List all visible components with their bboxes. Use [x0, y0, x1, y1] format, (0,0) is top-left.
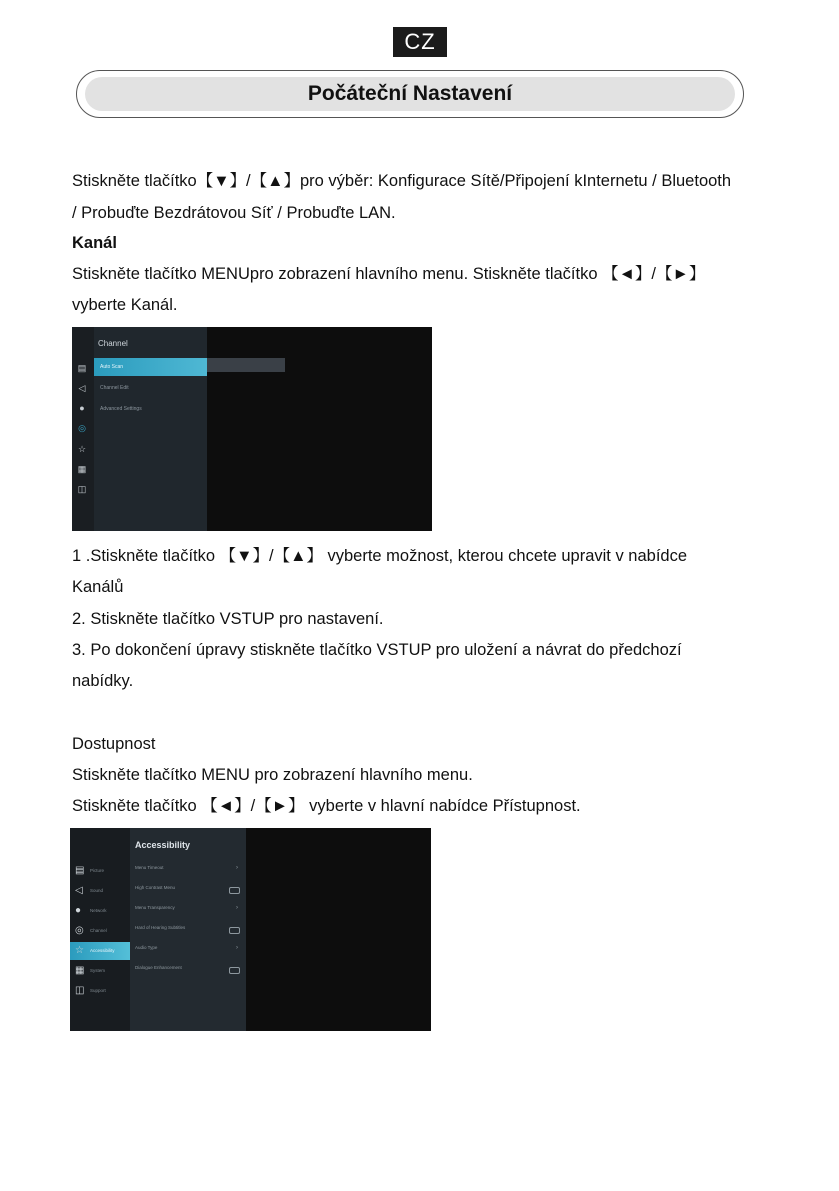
- network-icon: ●: [75, 905, 82, 916]
- menu-item-auto-scan[interactable]: [94, 358, 207, 376]
- intro-paragraph-line-1: Stiskněte tlačítko【▼】/【▲】pro výběr: Konfigurace Sítě/Připojení kInternetu / Bluetooth: [72, 172, 732, 190]
- option-menu-timeout[interactable]: [135, 862, 243, 880]
- rail-item-network[interactable]: [70, 902, 130, 920]
- rail-item-label: Network: [90, 908, 107, 913]
- rail-item-accessibility[interactable]: [70, 942, 130, 960]
- system-icon: ▦: [75, 965, 85, 976]
- submenu-highlight: [207, 358, 285, 372]
- option-label: Dialogue Enhancement: [135, 965, 182, 970]
- section-title-frame: [76, 70, 744, 118]
- toggle-icon[interactable]: [229, 967, 240, 974]
- option-high-contrast-menu[interactable]: [135, 882, 243, 900]
- step-2: 2. Stiskněte tlačítko VSTUP pro nastavení.: [72, 610, 384, 628]
- menu-item-label: Channel Edit: [100, 385, 129, 391]
- rail-item-label: Sound: [90, 888, 104, 893]
- menu-item-label: Auto Scan: [100, 364, 124, 370]
- kanal-heading: Kanál: [72, 234, 117, 252]
- picture-icon: ▤: [77, 363, 87, 373]
- network-icon: ●: [79, 403, 85, 413]
- menu-item-advanced-settings[interactable]: [94, 400, 207, 418]
- option-dialogue-enhancement[interactable]: [135, 962, 243, 980]
- page-title: Počáteční Nastavení: [85, 77, 735, 111]
- chevron-right-icon: ›: [236, 905, 238, 911]
- dostupnost-line-2: Stiskněte tlačítko 【◄】/【►】 vyberte v hlavní nabídce Přístupnost.: [72, 797, 581, 815]
- kanal-paragraph-line-2: vyberte Kanál.: [72, 296, 178, 314]
- dostupnost-line-1: Stiskněte tlačítko MENU pro zobrazení hlavního menu.: [72, 766, 473, 784]
- language-badge: CZ: [393, 27, 447, 57]
- rail-item-picture[interactable]: [70, 862, 130, 880]
- intro-paragraph-line-2: / Probuďte Bezdrátovou Síť / Probuďte LAN.: [72, 204, 396, 222]
- rail-item-label: Picture: [90, 868, 105, 873]
- step-1-line-2: Kanálů: [72, 578, 124, 596]
- support-icon: ◫: [75, 985, 85, 996]
- channel-icon: ◎: [75, 925, 84, 936]
- rail-item-channel[interactable]: [70, 922, 130, 940]
- chevron-right-icon: ›: [236, 865, 238, 871]
- accessibility-icon: ☆: [75, 945, 84, 956]
- menu-item-channel-edit[interactable]: [94, 379, 207, 397]
- option-label: Menu Timeout: [135, 865, 164, 870]
- rail-item-system[interactable]: [70, 962, 130, 980]
- accessibility-menu-screenshot: [70, 828, 431, 1031]
- option-label: Hard of Hearing Subtitles: [135, 925, 186, 930]
- kanal-paragraph-line-1: Stiskněte tlačítko MENUpro zobrazení hlavního menu. Stiskněte tlačítko 【◄】/【►】: [72, 265, 706, 283]
- channel-icon: ◎: [78, 423, 86, 433]
- dostupnost-heading: Dostupnost: [72, 735, 156, 753]
- sound-icon: ◁: [75, 885, 83, 896]
- option-label: Menu Transparency: [135, 905, 175, 910]
- step-3-line-2: nabídky.: [72, 672, 134, 690]
- option-hard-of-hearing-subtitles[interactable]: [135, 922, 243, 940]
- channel-menu-title: Channel: [98, 339, 128, 348]
- rail-item-sound[interactable]: [70, 882, 130, 900]
- toggle-icon[interactable]: [229, 927, 240, 934]
- chevron-right-icon: ›: [236, 945, 238, 951]
- option-menu-transparency[interactable]: [135, 902, 243, 920]
- support-icon: ◫: [77, 484, 87, 494]
- accessibility-icon: ☆: [77, 444, 87, 454]
- rail-item-label: Accessibility: [90, 948, 115, 953]
- step-1-line-1: 1 .Stiskněte tlačítko 【▼】/【▲】 vyberte možnost, kterou chcete upravit v nabídce: [72, 547, 688, 565]
- rail-item-support[interactable]: [70, 982, 130, 1000]
- sound-icon: ◁: [78, 383, 86, 393]
- option-label: Audio Type: [135, 945, 158, 950]
- picture-icon: ▤: [75, 865, 85, 876]
- step-3-line-1: 3. Po dokončení úpravy stiskněte tlačítko VSTUP pro uložení a návrat do předchozí: [72, 641, 682, 659]
- accessibility-menu-title: Accessibility: [135, 840, 191, 850]
- option-label: High Contrast Menu: [135, 885, 176, 890]
- rail-item-label: Channel: [90, 928, 107, 933]
- toggle-icon[interactable]: [229, 887, 240, 894]
- menu-item-label: Advanced Settings: [100, 406, 142, 412]
- channel-menu-screenshot: [72, 327, 432, 531]
- rail-item-label: Support: [90, 988, 106, 993]
- menu-icon-rail: [72, 327, 94, 531]
- rail-item-label: System: [90, 968, 106, 973]
- option-audio-type[interactable]: [135, 942, 243, 960]
- system-icon: ▦: [77, 464, 87, 474]
